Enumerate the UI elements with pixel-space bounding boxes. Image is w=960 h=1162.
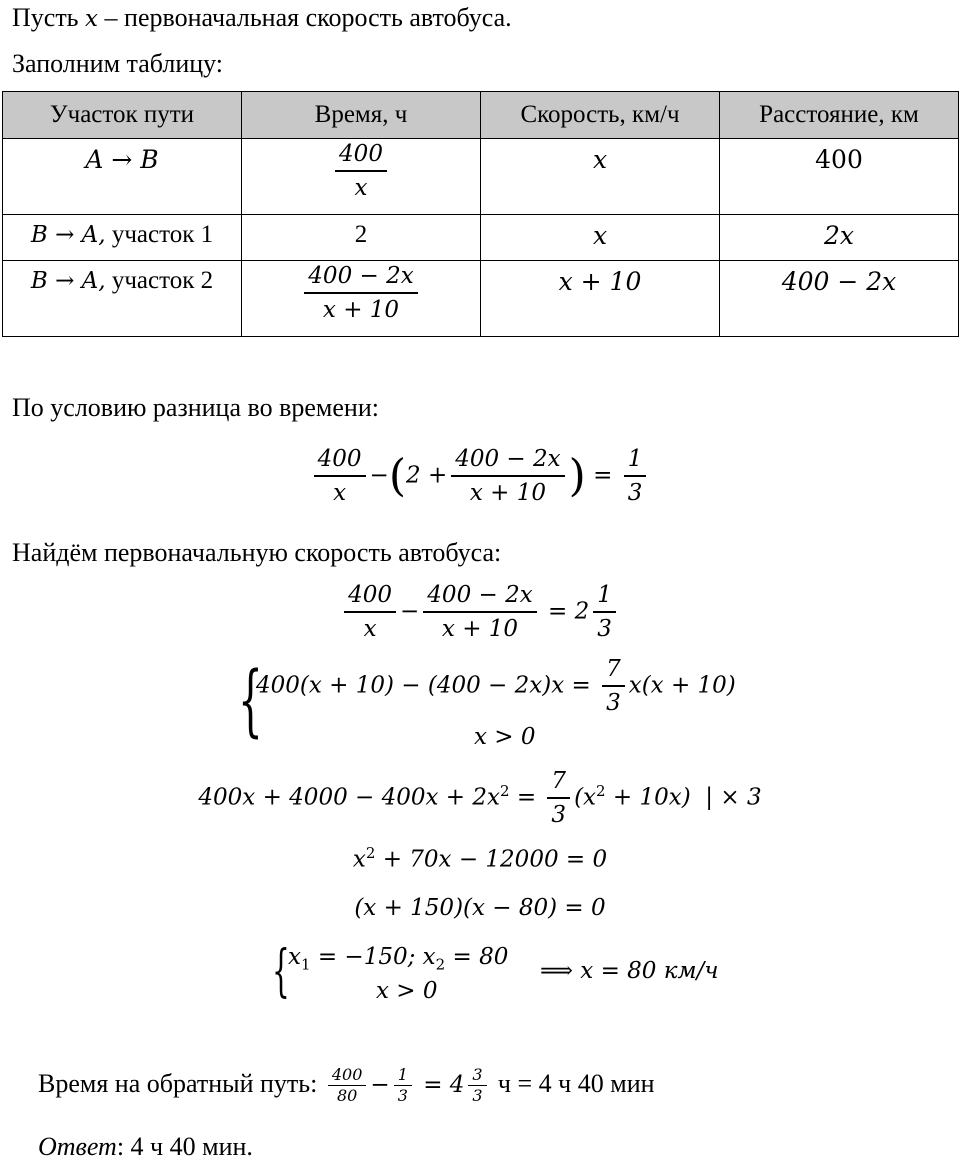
minus-sign: − <box>400 598 420 625</box>
data-table <box>2 91 959 337</box>
x1-var: x <box>288 944 301 970</box>
term-two-plus: 2 + <box>406 462 448 489</box>
fraction <box>328 1066 367 1106</box>
fraction <box>314 446 366 507</box>
expanded-right-b: + 10x) <box>612 784 691 811</box>
fraction-denominator: x + 10 <box>322 297 400 324</box>
answer-label: Ответ <box>38 1132 117 1161</box>
fraction-denominator: x <box>354 175 368 202</box>
equation-factored: (x + 150)(x − 80) = 0 <box>354 895 606 921</box>
minus-sign: − <box>369 462 389 489</box>
x1-value: = −150; <box>317 944 416 970</box>
cell-segment: A → B <box>3 139 242 215</box>
left-brace: { <box>238 656 263 746</box>
equals-sign: = <box>593 462 613 489</box>
cell-speed: x + 10 <box>481 261 720 337</box>
header-distance: Расстояние, км <box>720 92 959 139</box>
system-1-left: 400(x + 10) − (400 − 2x)x = <box>256 672 591 699</box>
return-time-label: Время на обратный путь: <box>38 1068 318 1098</box>
expanded-right-a: (x <box>574 784 597 811</box>
equals-mixed-whole: = 4 <box>423 1071 465 1098</box>
x2-var: x <box>422 944 436 970</box>
exponent: 2 <box>365 844 376 862</box>
fraction-denominator: 80 <box>336 1086 358 1106</box>
quad-x: x <box>352 846 366 873</box>
system-2-result <box>540 958 719 984</box>
fraction-denominator: 3 <box>627 480 643 507</box>
equals-mixed-whole: = 2 <box>548 598 590 625</box>
return-time-line <box>38 1066 655 1106</box>
fraction-denominator: 3 <box>597 616 612 643</box>
fraction-denominator: 3 <box>397 1086 408 1106</box>
cell-distance: 2x <box>720 215 959 261</box>
header-speed: Скорость, км/ч <box>481 92 720 139</box>
intro-prefix: Пусть <box>12 3 79 32</box>
fraction <box>624 446 647 507</box>
table-row <box>3 215 959 261</box>
segment-text: участок 1 <box>111 221 214 248</box>
fraction-numerator: 400 − 2x <box>423 582 536 613</box>
return-time-expression <box>324 1065 498 1106</box>
implies-result: ⟹ x = 80 <box>540 958 657 984</box>
answer-line <box>38 1132 253 1162</box>
cell-segment <box>3 261 242 337</box>
fraction <box>423 582 536 643</box>
fraction-denominator: x + 10 <box>441 616 519 643</box>
intro-suffix: – первоначальная скорость автобуса. <box>104 3 512 32</box>
fraction <box>468 1066 486 1106</box>
open-paren: ( <box>388 450 406 502</box>
fraction <box>451 446 564 507</box>
cell-time <box>242 139 481 215</box>
fraction <box>593 582 616 643</box>
system-2-line-1 <box>288 944 508 974</box>
speed-unit: км/ч <box>663 958 719 984</box>
cell-distance: 400 − 2x <box>720 261 959 337</box>
intro-line <box>12 2 512 34</box>
segment-math: B → A, <box>30 268 106 294</box>
exponent: 2 <box>596 781 606 800</box>
header-time: Время, ч <box>242 92 481 139</box>
time-fraction <box>335 141 387 202</box>
header-segment: Участок пути <box>3 92 242 139</box>
subscript: 1 <box>300 955 311 974</box>
fraction-denominator: 3 <box>606 690 621 717</box>
fraction <box>394 1066 412 1106</box>
fraction-numerator: 3 <box>468 1066 486 1086</box>
quad-rest: + 70x − 12000 = 0 <box>382 846 608 873</box>
equation-quadratic <box>0 844 960 873</box>
subscript: 2 <box>435 955 446 974</box>
time-fraction <box>304 263 417 324</box>
fraction-denominator: 3 <box>472 1086 483 1106</box>
table-header-row <box>3 92 959 139</box>
left-brace: { <box>272 939 290 1004</box>
segment-math: B → A, <box>30 222 106 248</box>
minus-sign: − <box>370 1071 390 1098</box>
cell-time <box>242 261 481 337</box>
fraction-numerator: 400 <box>328 1066 367 1086</box>
fraction-numerator: 7 <box>547 768 570 799</box>
answer-value: : 4 ч 40 мин. <box>116 1132 253 1161</box>
fill-table-text: Заполним таблицу: <box>12 49 224 78</box>
fraction-denominator: x <box>363 616 377 643</box>
find-speed-text: Найдём первоначальную скорость автобуса: <box>12 538 502 567</box>
fraction-numerator: 400 <box>344 582 396 613</box>
multiply-note: | × 3 <box>705 784 762 811</box>
equation-time-difference <box>0 446 960 507</box>
return-time-result: ч = 4 ч 40 мин <box>497 1068 655 1098</box>
x2-value: = 80 <box>452 944 509 970</box>
fraction-numerator: 400 − 2x <box>451 446 564 477</box>
fraction-numerator: 1 <box>394 1066 412 1086</box>
fraction-numerator: 400 − 2x <box>304 263 417 294</box>
table-row <box>3 139 959 215</box>
system-2-line-2: x > 0 <box>376 978 438 1004</box>
equals-sign: = <box>516 784 537 811</box>
cell-distance: 400 <box>720 139 959 215</box>
fraction-numerator: 1 <box>593 582 616 613</box>
cell-segment <box>3 215 242 261</box>
equation-main <box>0 582 960 643</box>
fraction-numerator: 400 <box>335 141 387 172</box>
cell-speed: x <box>481 139 720 215</box>
fraction-numerator: 1 <box>624 446 647 477</box>
fraction-numerator: 400 <box>314 446 366 477</box>
cell-speed: x <box>481 215 720 261</box>
fraction-denominator: x + 10 <box>469 480 546 507</box>
fraction-denominator: 3 <box>551 802 567 829</box>
table-row <box>3 261 959 337</box>
equation-expanded <box>0 768 960 829</box>
fraction-numerator: 7 <box>602 656 625 687</box>
system-1-line-1 <box>256 656 736 717</box>
fraction <box>547 768 570 829</box>
fraction <box>602 656 625 717</box>
condition-text: По условию разница во времени: <box>12 393 379 422</box>
system-1-line-2: x > 0 <box>474 724 536 750</box>
cell-time: 2 <box>242 215 481 261</box>
segment-text: участок 2 <box>111 267 214 294</box>
fraction-denominator: x <box>333 480 347 507</box>
exponent: 2 <box>499 781 510 800</box>
system-1-right: x(x + 10) <box>628 672 736 699</box>
close-paren: ) <box>568 450 586 502</box>
intro-variable: x <box>85 6 99 32</box>
fraction <box>344 582 396 643</box>
expanded-left: 400x + 4000 − 400x + 2x <box>198 784 500 811</box>
